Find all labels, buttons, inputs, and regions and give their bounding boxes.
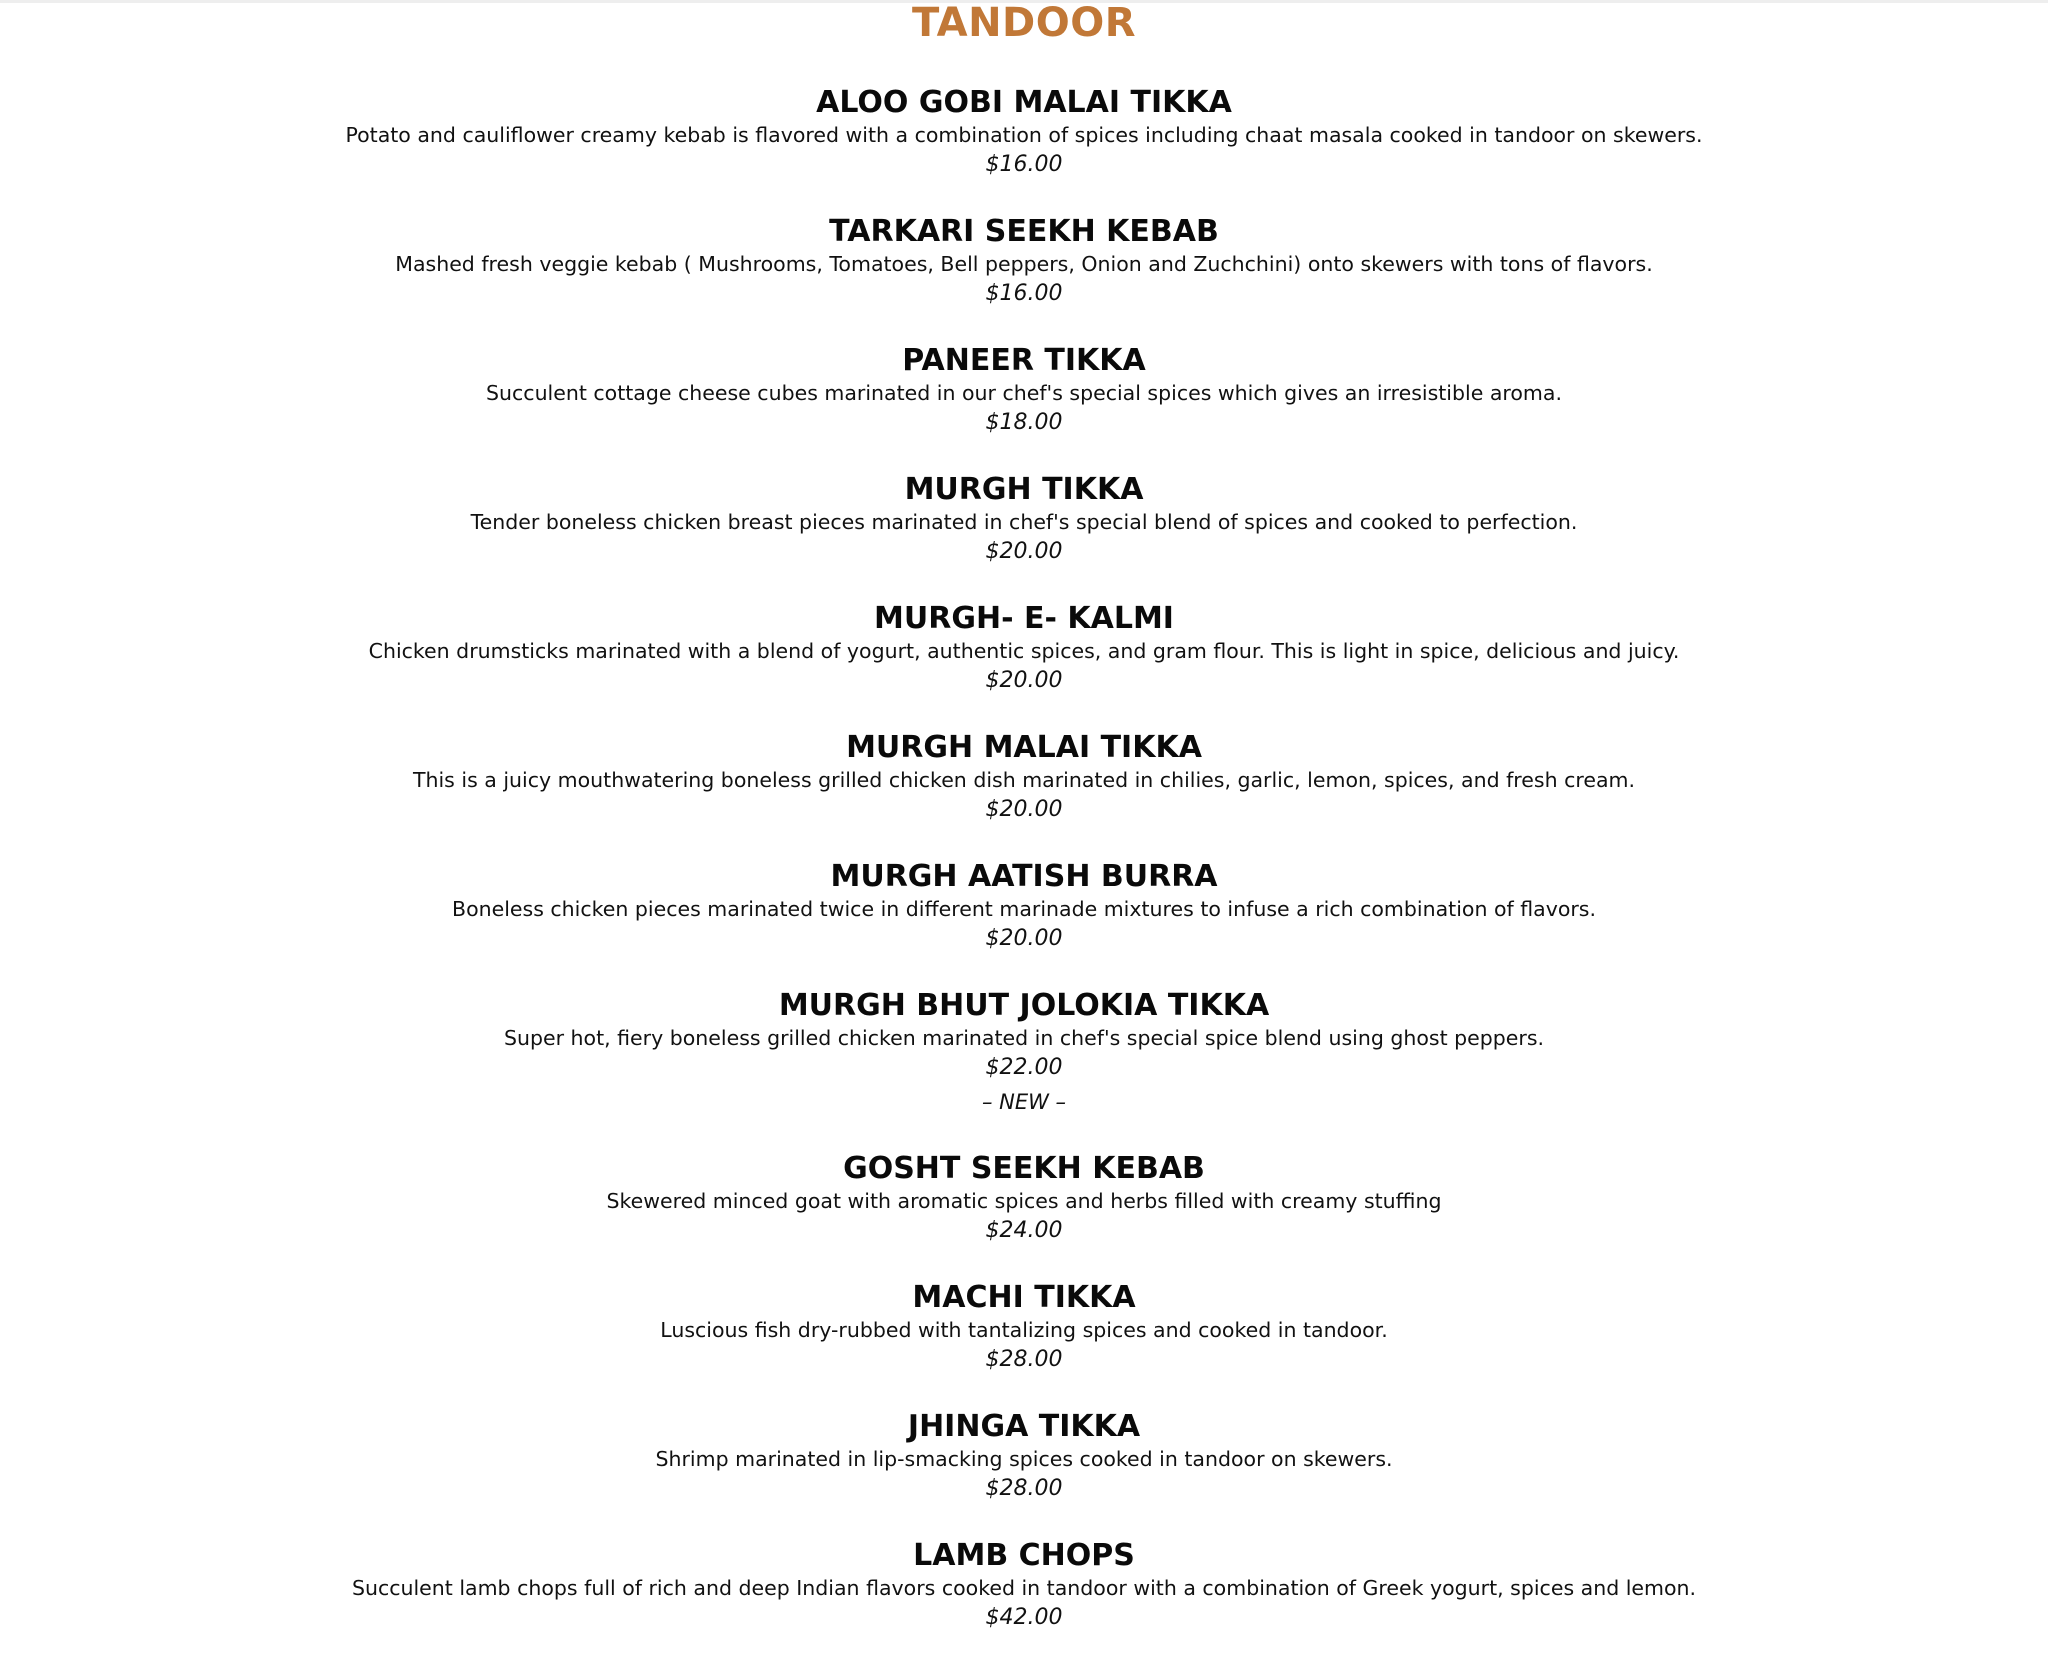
item-description: Potato and cauliflower creamy kebab is flavored with a combination of spices including chaat masala cooked in tandoor on skewers. [345,123,1703,147]
item-description: Boneless chicken pieces marinated twice in different marinade mixtures to infuse a rich combination of flavors. [452,897,1596,921]
menu-item [0,1281,2048,1375]
item-name: ALOO GOBI MALAI TIKKA [816,85,1232,120]
item-name: JHINGA TIKKA [907,1409,1141,1444]
item-price: $24.00 [985,1218,1063,1243]
item-price: $20.00 [985,797,1063,822]
item-price: $22.00 [985,1055,1063,1080]
item-description: Tender boneless chicken breast pieces marinated in chef's special blend of spices and cooked to perfection. [470,510,1578,534]
item-name: MURGH BHUT JOLOKIA TIKKA [778,988,1270,1023]
menu-item [0,86,2048,180]
item-name: LAMB CHOPS [913,1538,1135,1573]
item-name: MURGH- E- KALMI [874,601,1174,636]
item-name: PANEER TIKKA [902,343,1146,378]
menu-item [0,215,2048,309]
menu-item [0,344,2048,438]
menu-item [0,1410,2048,1504]
item-price: $20.00 [985,926,1063,951]
item-name: MURGH MALAI TIKKA [846,730,1202,765]
menu-item [0,602,2048,696]
item-description: Shrimp marinated in lip-smacking spices cooked in tandoor on skewers. [655,1447,1393,1471]
item-price: $28.00 [985,1347,1063,1372]
item-price: $16.00 [985,281,1063,306]
item-price: $20.00 [985,668,1063,693]
item-price: $18.00 [985,410,1063,435]
item-name: MURGH AATISH BURRA [830,859,1218,894]
item-price: $42.00 [985,1605,1063,1630]
new-badge: – NEW – [981,1090,1067,1114]
menu-item [0,1539,2048,1633]
item-description: Mashed fresh veggie kebab ( Mushrooms, Tomatoes, Bell peppers, Onion and Zuchchini) onto skewers with tons of flavors. [395,252,1653,276]
item-price: $16.00 [985,152,1063,177]
item-name: MACHI TIKKA [912,1280,1136,1315]
menu-item [0,1152,2048,1246]
menu-item [0,473,2048,567]
item-price: $28.00 [985,1476,1063,1501]
menu-item [0,731,2048,825]
item-price: $20.00 [985,539,1063,564]
item-description: Succulent lamb chops full of rich and deep Indian flavors cooked in tandoor with a combination of Greek yogurt, spices and lemon. [351,1576,1697,1600]
menu-item [0,860,2048,954]
item-description: This is a juicy mouthwatering boneless grilled chicken dish marinated in chilies, garlic, lemon, spices, and fresh cream. [412,768,1636,792]
item-description: Succulent cottage cheese cubes marinated in our chef's special spices which gives an irresistible aroma. [486,381,1562,405]
item-description: Chicken drumsticks marinated with a blend of yogurt, authentic spices, and gram flour. This is light in spice, delicious and juicy. [368,639,1680,663]
item-name: TARKARI SEEKH KEBAB [829,214,1219,249]
item-description: Super hot, fiery boneless grilled chicken marinated in chef's special spice blend using ghost peppers. [503,1026,1545,1050]
item-description: Skewered minced goat with aromatic spices and herbs filled with creamy stuffing [606,1189,1442,1213]
menu-item [0,989,2048,1117]
section-title: TANDOOR [911,0,1137,46]
item-name: GOSHT SEEKH KEBAB [843,1151,1205,1186]
item-name: MURGH TIKKA [904,472,1144,507]
item-description: Luscious fish dry-rubbed with tantalizing spices and cooked in tandoor. [660,1318,1388,1342]
